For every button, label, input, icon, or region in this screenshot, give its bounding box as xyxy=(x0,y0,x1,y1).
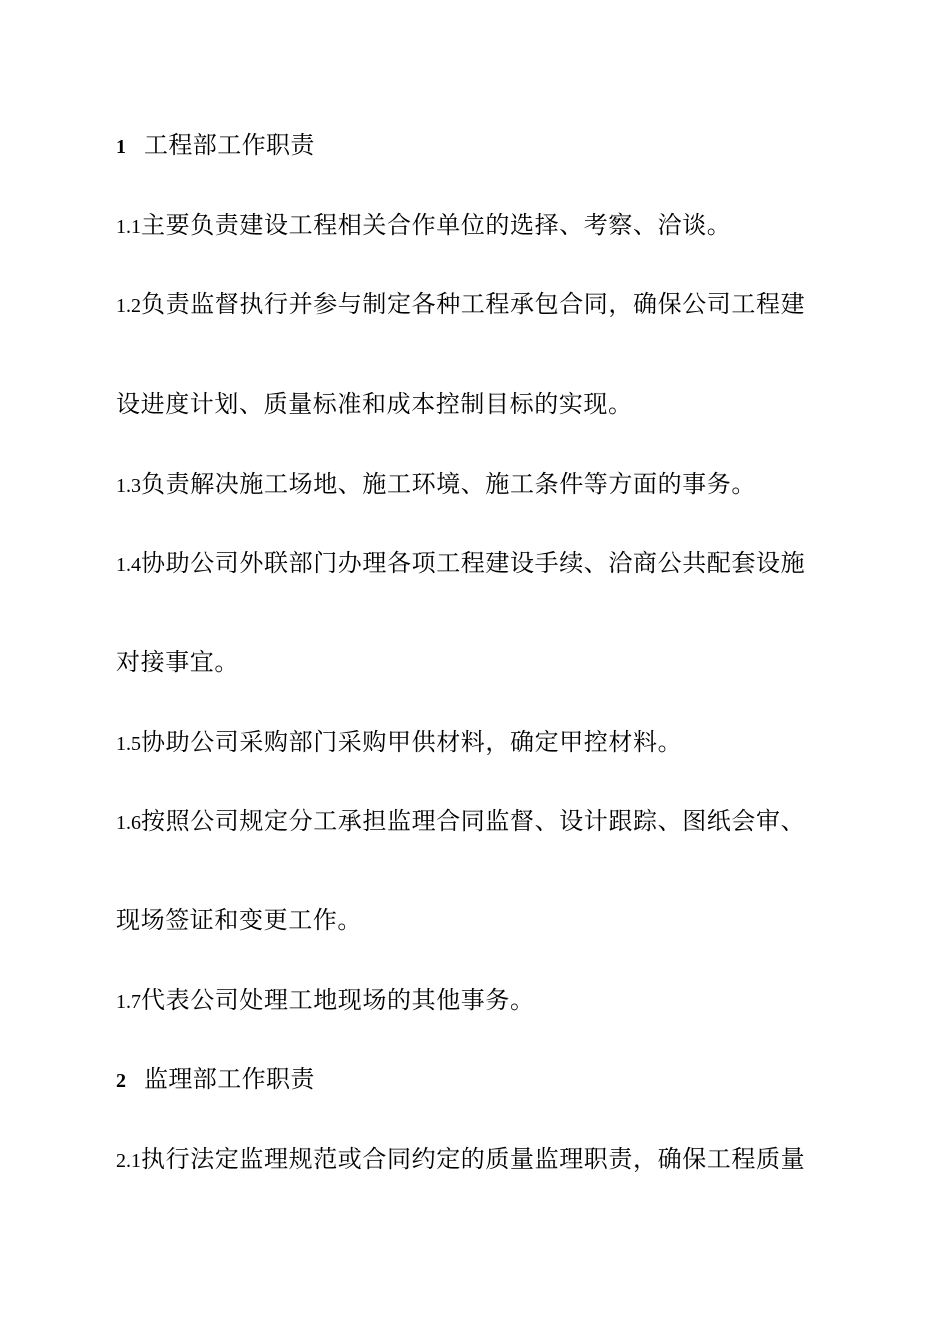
section-number: 1 xyxy=(116,136,126,158)
item-text: 代表公司处理工地现场的其他事务。 xyxy=(141,986,535,1014)
item-continuation xyxy=(116,389,633,419)
list-item xyxy=(116,469,756,501)
item-number: 1.2 xyxy=(116,295,141,317)
item-text: 现场签证和变更工作。 xyxy=(116,906,362,934)
section-heading xyxy=(116,1064,315,1096)
item-continuation xyxy=(116,647,239,677)
section-title: 工程部工作职责 xyxy=(144,131,315,159)
item-number: 1.3 xyxy=(116,475,141,497)
list-item xyxy=(116,210,731,242)
item-text: 负责监督执行并参与制定各种工程承包合同，确保公司工程建 xyxy=(141,290,806,318)
section-number: 2 xyxy=(116,1070,126,1092)
list-item xyxy=(116,548,805,580)
item-text: 设进度计划、质量标准和成本控制目标的实现。 xyxy=(116,390,633,418)
item-continuation xyxy=(116,905,362,935)
list-item xyxy=(116,806,805,838)
item-number: 1.7 xyxy=(116,991,141,1013)
item-text: 协助公司外联部门办理各项工程建设手续、洽商公共配套设施 xyxy=(141,549,806,577)
item-text: 执行法定监理规范或合同约定的质量监理职责，确保工程质量 xyxy=(141,1145,806,1173)
item-text: 按照公司规定分工承担监理合同监督、设计跟踪、图纸会审、 xyxy=(141,807,806,835)
list-item xyxy=(116,1144,805,1176)
item-number: 1.4 xyxy=(116,554,141,576)
item-number: 1.1 xyxy=(116,216,141,238)
item-text: 协助公司采购部门采购甲供材料，确定甲控材料。 xyxy=(141,728,683,756)
item-text: 主要负责建设工程相关合作单位的选择、考察、洽谈。 xyxy=(141,211,732,239)
item-number: 1.5 xyxy=(116,733,141,755)
list-item xyxy=(116,289,805,321)
section-heading xyxy=(116,130,315,162)
list-item xyxy=(116,985,535,1017)
item-number: 2.1 xyxy=(116,1150,141,1172)
section-title: 监理部工作职责 xyxy=(144,1065,315,1093)
item-text: 负责解决施工场地、施工环境、施工条件等方面的事务。 xyxy=(141,470,756,498)
item-number: 1.6 xyxy=(116,812,141,834)
item-text: 对接事宜。 xyxy=(116,648,239,676)
list-item xyxy=(116,727,682,759)
